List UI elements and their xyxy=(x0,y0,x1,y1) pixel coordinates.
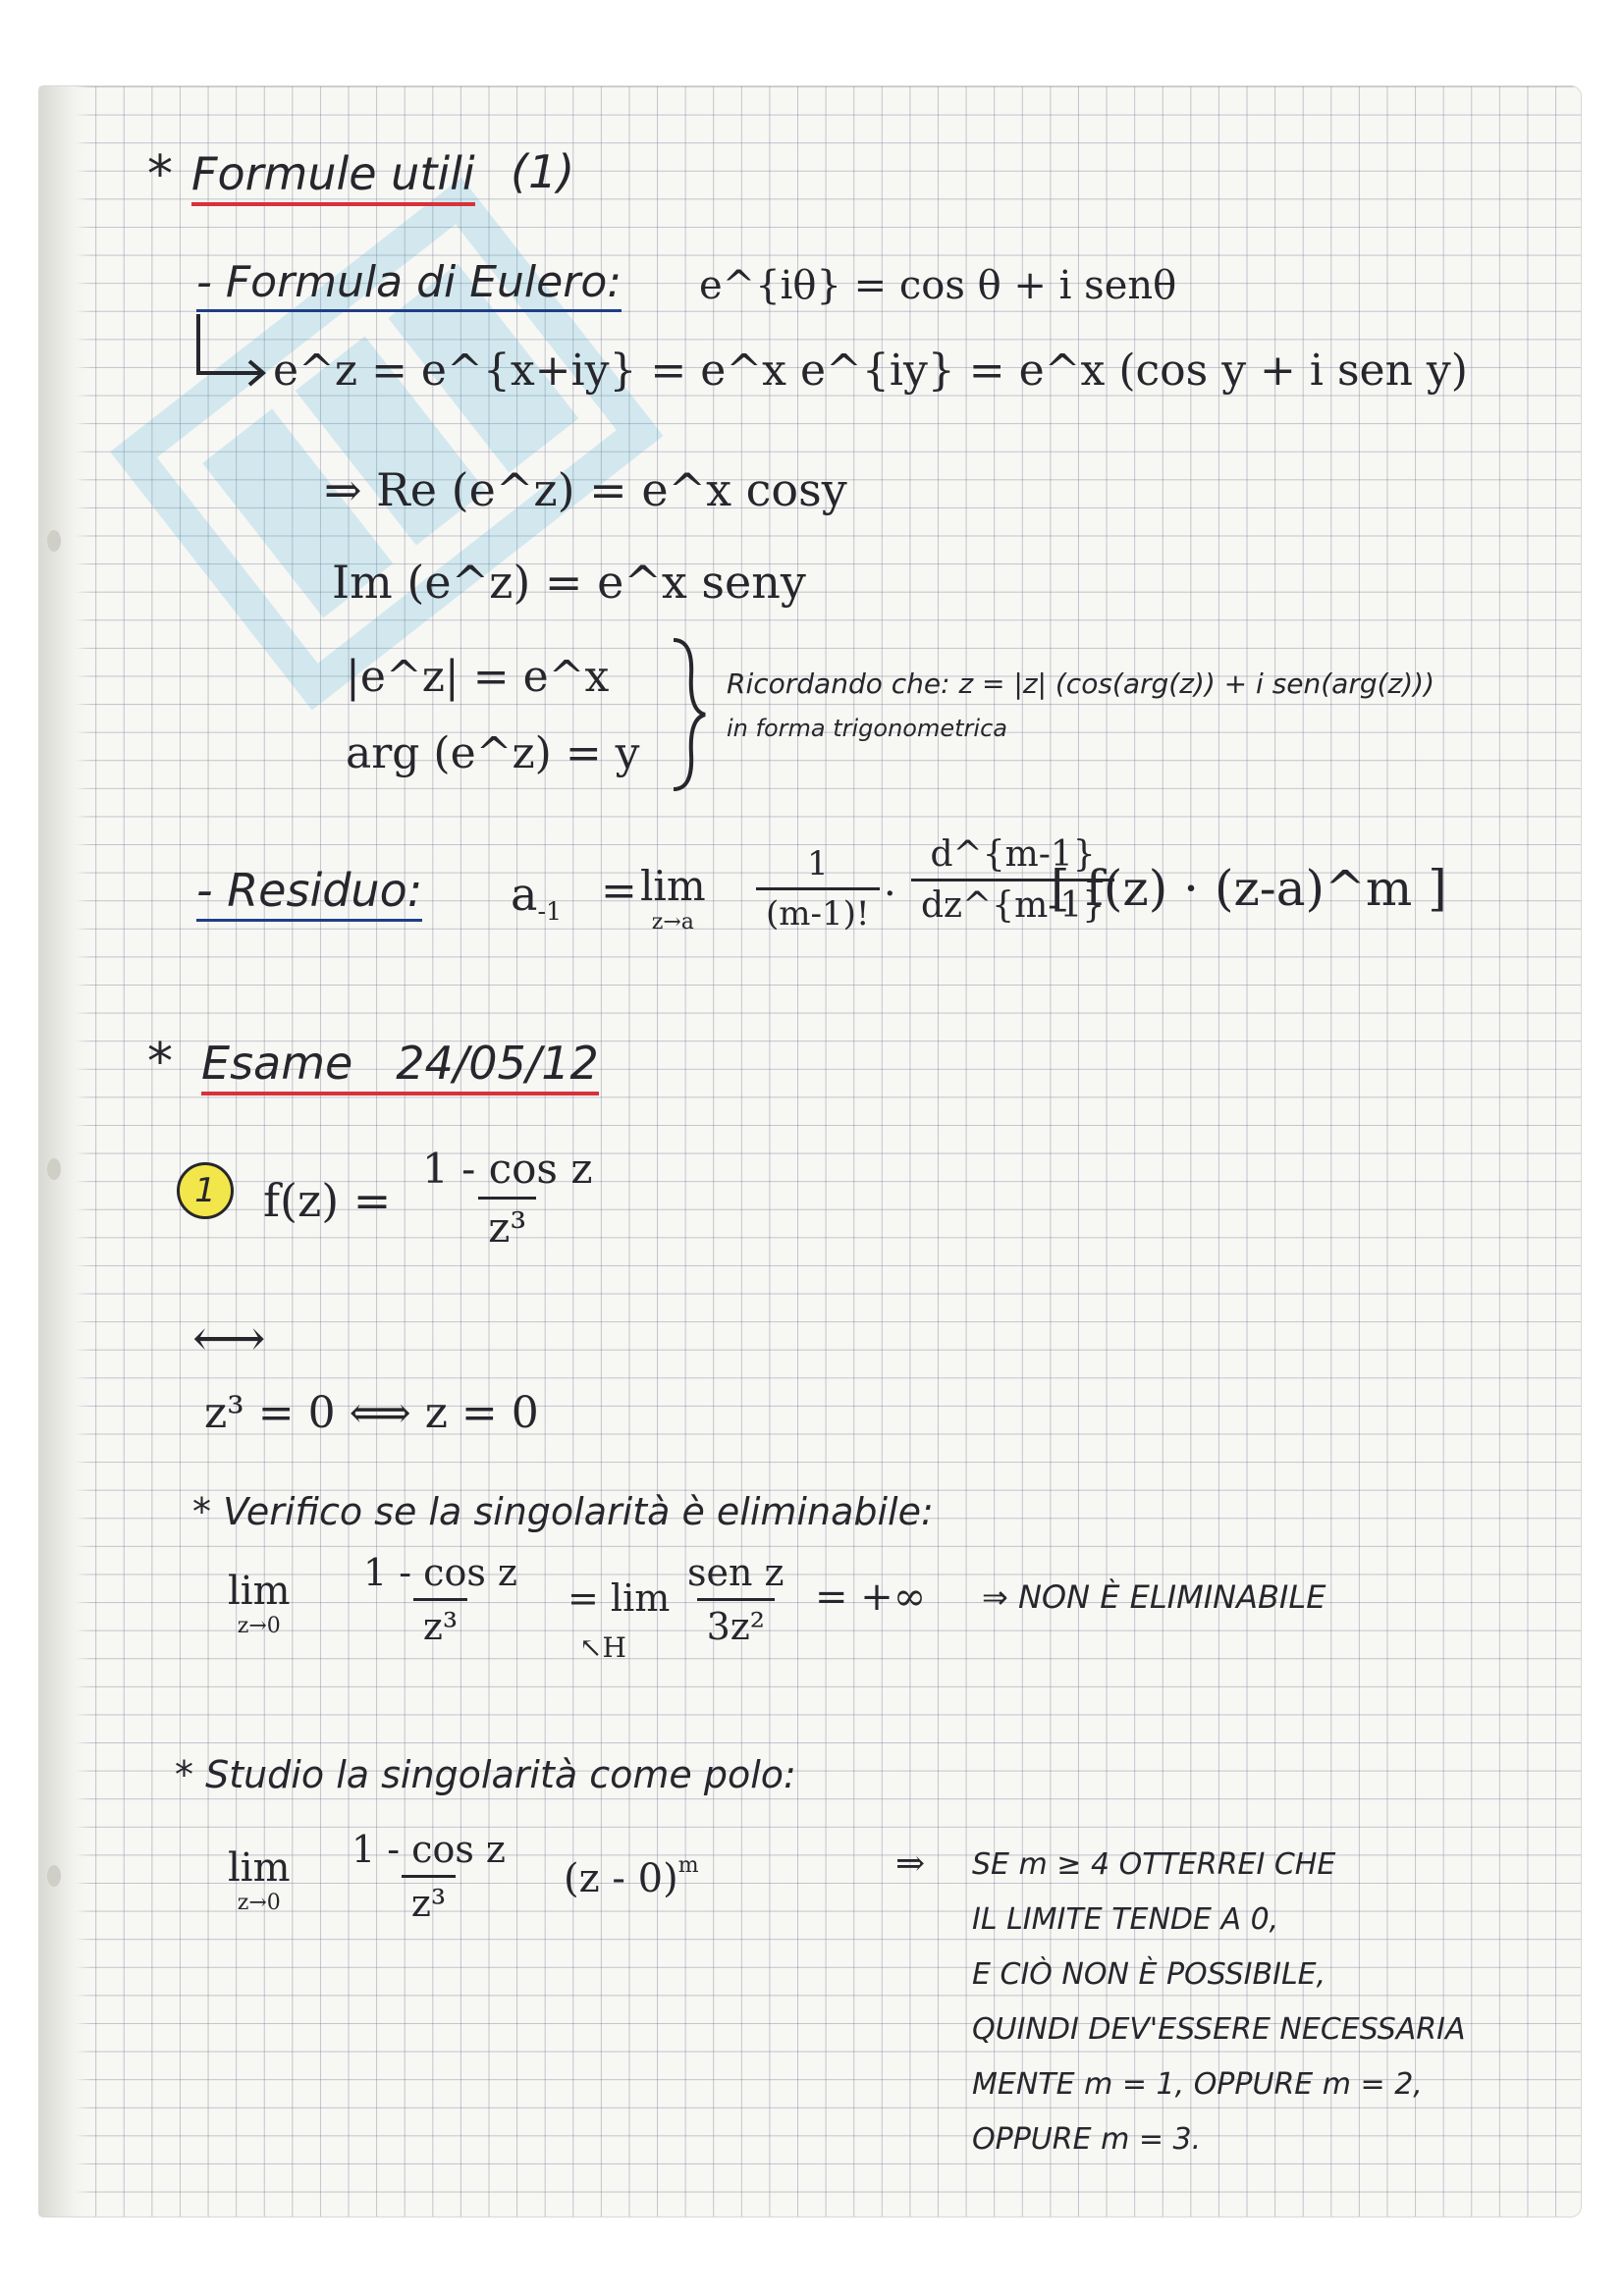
pole-reasoning-line: SE m ≥ 4 OTTERREI CHE xyxy=(972,1847,1336,1882)
exercise-number: 1 xyxy=(177,1162,234,1219)
removable-check-heading: * Verifico se la singolarità è eliminabile: xyxy=(192,1490,934,1533)
right-brace-icon xyxy=(668,636,711,793)
pole-reasoning-line: MENTE m = 1, OPPURE m = 2, xyxy=(972,2067,1423,2102)
euler-label: - Formula di Eulero: xyxy=(196,257,622,312)
pole-reasoning-line: IL LIMITE TENDE A 0, xyxy=(972,1902,1279,1937)
bullet-asterisk: * xyxy=(147,1033,173,1092)
multiply-dot: · xyxy=(884,872,896,917)
residue-label: - Residuo: xyxy=(196,864,422,922)
removable-limit: lim z→0 xyxy=(228,1569,291,1638)
residue-lhs: $a_{-1}$ xyxy=(511,868,563,927)
pole-reasoning-line: E CIÒ NON È POSSIBILE, xyxy=(972,1957,1326,1992)
hopital-rule-mark: ↖H xyxy=(579,1631,626,1664)
section-number: (1) xyxy=(511,145,575,198)
hopital-equals-limit: = lim xyxy=(568,1576,671,1620)
imag-part-formula: Im (e^z) = e^x seny xyxy=(332,556,806,609)
euler-formula: e^{iθ} = cos θ + i senθ xyxy=(699,263,1177,308)
residue-bracket-expression: [ f(z) · (z-a)^m ] xyxy=(1051,860,1447,917)
polar-form-note-line2: in forma trigonometrica xyxy=(727,715,1007,742)
residue-limit: lim z→a xyxy=(640,862,706,934)
exam-title: Esame 24/05/12 xyxy=(201,1037,599,1095)
implies-arrow: ⇒ xyxy=(895,1843,926,1884)
not-removable-conclusion: ⇒ NON È ELIMINABILE xyxy=(982,1578,1326,1616)
binding-hole xyxy=(47,1865,61,1887)
modulus-formula: |e^z| = e^x xyxy=(346,652,610,702)
bullet-asterisk: * xyxy=(147,145,173,204)
function-fraction: $\frac{\text{1 - cos z}}{\text{z³}}$ xyxy=(422,1145,593,1252)
argument-formula: arg (e^z) = y xyxy=(346,728,640,778)
pole-reasoning-line: OPPURE m = 3. xyxy=(972,2122,1202,2157)
residue-derivative-fraction: $\frac{d\^{}\{m-1\}}{dz\^{}\{m-1\}}$ xyxy=(911,834,1114,926)
binding-hole xyxy=(47,1158,61,1180)
euler-expansion: e^z = e^{x+iy} = e^x e^{iy} = e^x (cos y + i sen y) xyxy=(273,346,1468,396)
pole-reasoning-line: QUINDI DEV'ESSERE NECESSARIA xyxy=(972,2012,1466,2047)
pole-factor: (z - 0)$^m$ xyxy=(564,1853,699,1901)
residue-factorial-fraction: $\frac{1}{(m-1)!}$ xyxy=(756,844,880,934)
hook-arrow-icon xyxy=(192,312,271,391)
section-title: Formule utili xyxy=(191,147,475,206)
removable-fraction: $\frac{\text{1 - cos z}}{\text{z³}}$ xyxy=(363,1551,517,1648)
pole-study-heading: * Studio la singolarità come polo: xyxy=(175,1753,796,1796)
real-part-formula: ⇒ Re (e^z) = e^x cosy xyxy=(324,463,847,516)
equals-sign: = xyxy=(601,866,637,916)
derivative-fraction: sen z 3z² xyxy=(687,1551,784,1648)
polar-form-note: Ricordando che: z = |z| (cos(arg(z)) + i sen(arg(z))) xyxy=(727,667,1435,700)
pole-limit: lim z→0 xyxy=(228,1845,291,1915)
double-arrow-icon: ⟷ xyxy=(192,1309,266,1368)
function-label: f(z) = xyxy=(263,1174,392,1227)
pole-fraction: $\frac{\text{1 - cos z}}{\text{z³}}$ xyxy=(352,1828,506,1925)
limit-result: = +∞ xyxy=(815,1575,927,1620)
singularity-equation: z³ = 0 ⟺ z = 0 xyxy=(204,1388,539,1438)
